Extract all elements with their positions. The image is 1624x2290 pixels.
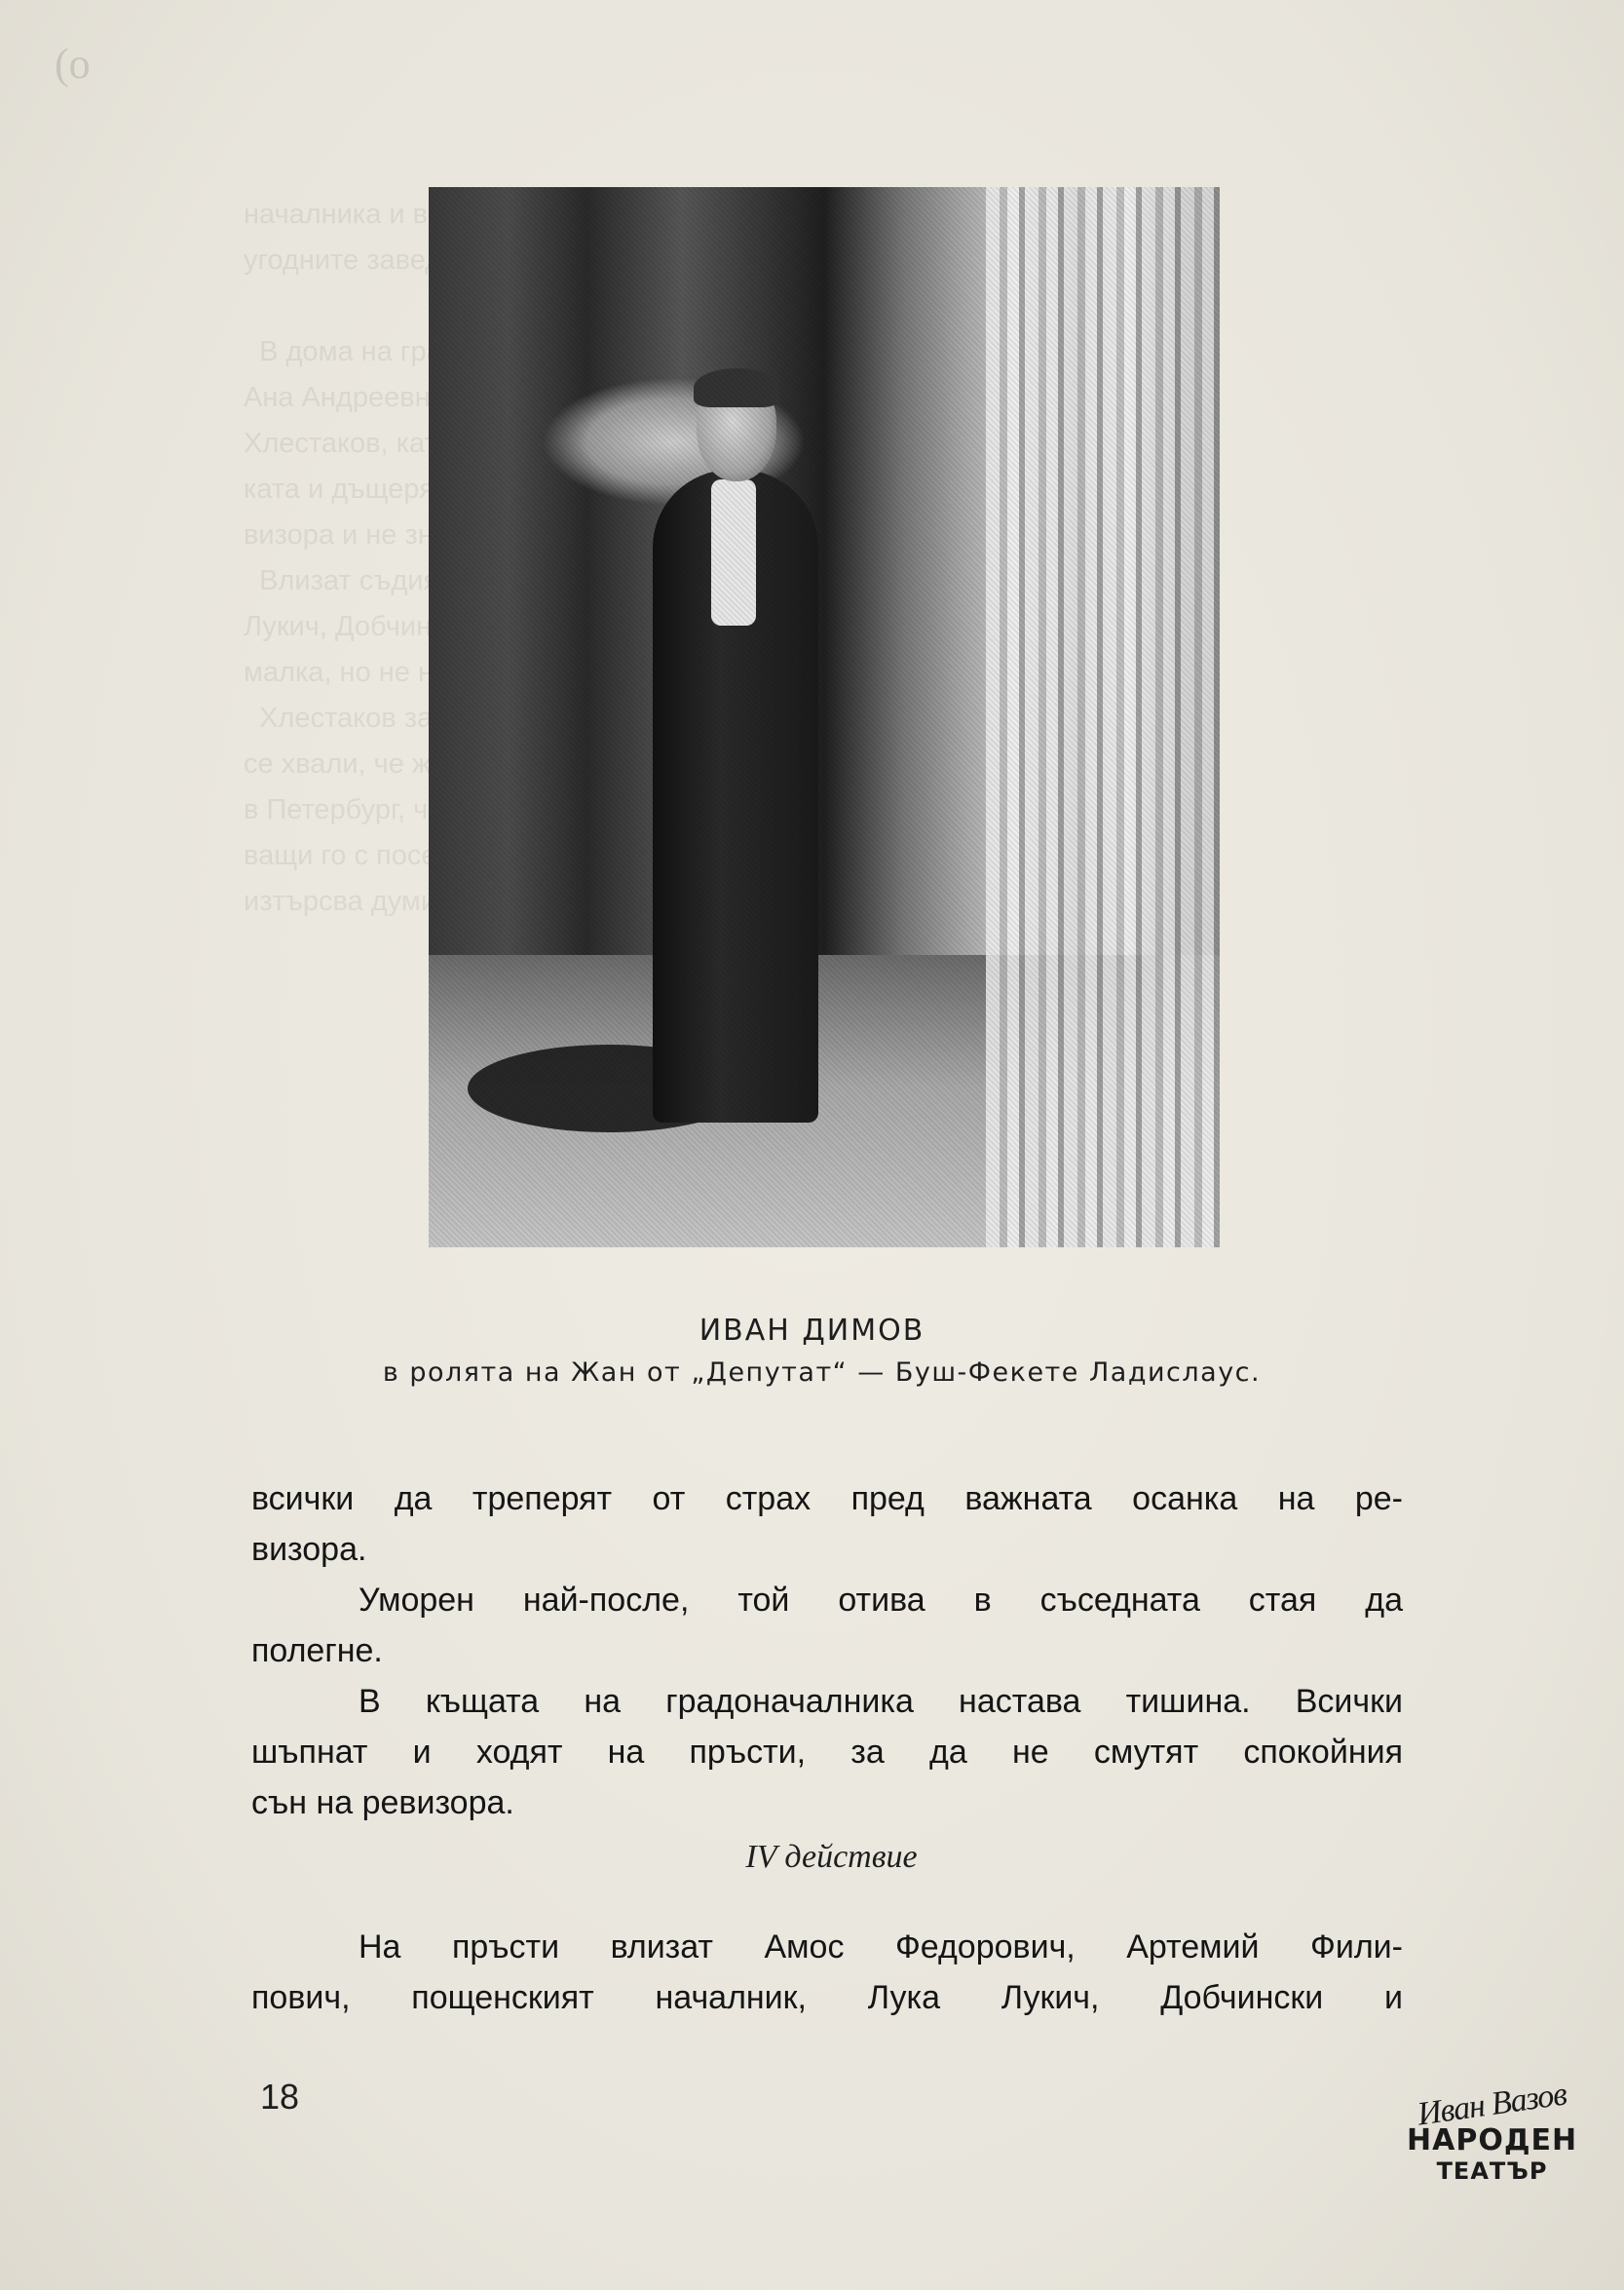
logo-line-2: ТЕАТЪР xyxy=(1436,2157,1548,2185)
page-number: 18 xyxy=(260,2077,300,2117)
text-line: полегне. xyxy=(251,1632,383,1669)
text-line: На пръсти влизат Амос Федорович, Артемий Фили- xyxy=(359,1928,1403,1966)
photo-grain xyxy=(429,187,1220,1247)
photo-caption-name: ИВАН ДИМОВ xyxy=(699,1314,925,1348)
text-line: всички да треперят от страх пред важната осанка на ре- xyxy=(251,1480,1403,1517)
logo-signature: Иван Вазов xyxy=(1415,2076,1569,2133)
text-line: пович, пощенският началник, Лука Лукич, Добчински и xyxy=(251,1979,1403,2016)
national-theatre-logo xyxy=(1407,2076,1578,2232)
act-heading: IV действие xyxy=(745,1839,918,1875)
text-line: Уморен най-после, той отива в съседната стая да xyxy=(359,1582,1403,1619)
body-text-block-1 xyxy=(251,1473,1403,1828)
text-line: визора. xyxy=(251,1531,367,1568)
bleed-through-mark: (о xyxy=(55,40,91,88)
text-line: В къщата на градоначалника настава тишина. Всички xyxy=(359,1683,1403,1720)
photo-caption-role: в ролята на Жан от „Депутат“ — Буш-Фекете Ладислаус. xyxy=(382,1357,1262,1388)
body-text-block-2 xyxy=(251,1922,1403,2023)
text-line: сън на ревизора. xyxy=(251,1784,514,1821)
bleed-through-text: началника и угодните В дома на Ана Андреевна Хлестаков, като ката и дъщерята визора и не Влизат съдията, Лукич, Добчински малка, но не Хлестаков се хвали, че в Петербург, ващи го с изтърсва думи, xyxy=(244,199,475,917)
logo-line-1: НАРОДЕН xyxy=(1407,2123,1578,2157)
text-line: шъпнат и ходят на пръсти, за да не смутят спокойния xyxy=(251,1734,1403,1771)
actor-photograph xyxy=(429,187,1220,1247)
